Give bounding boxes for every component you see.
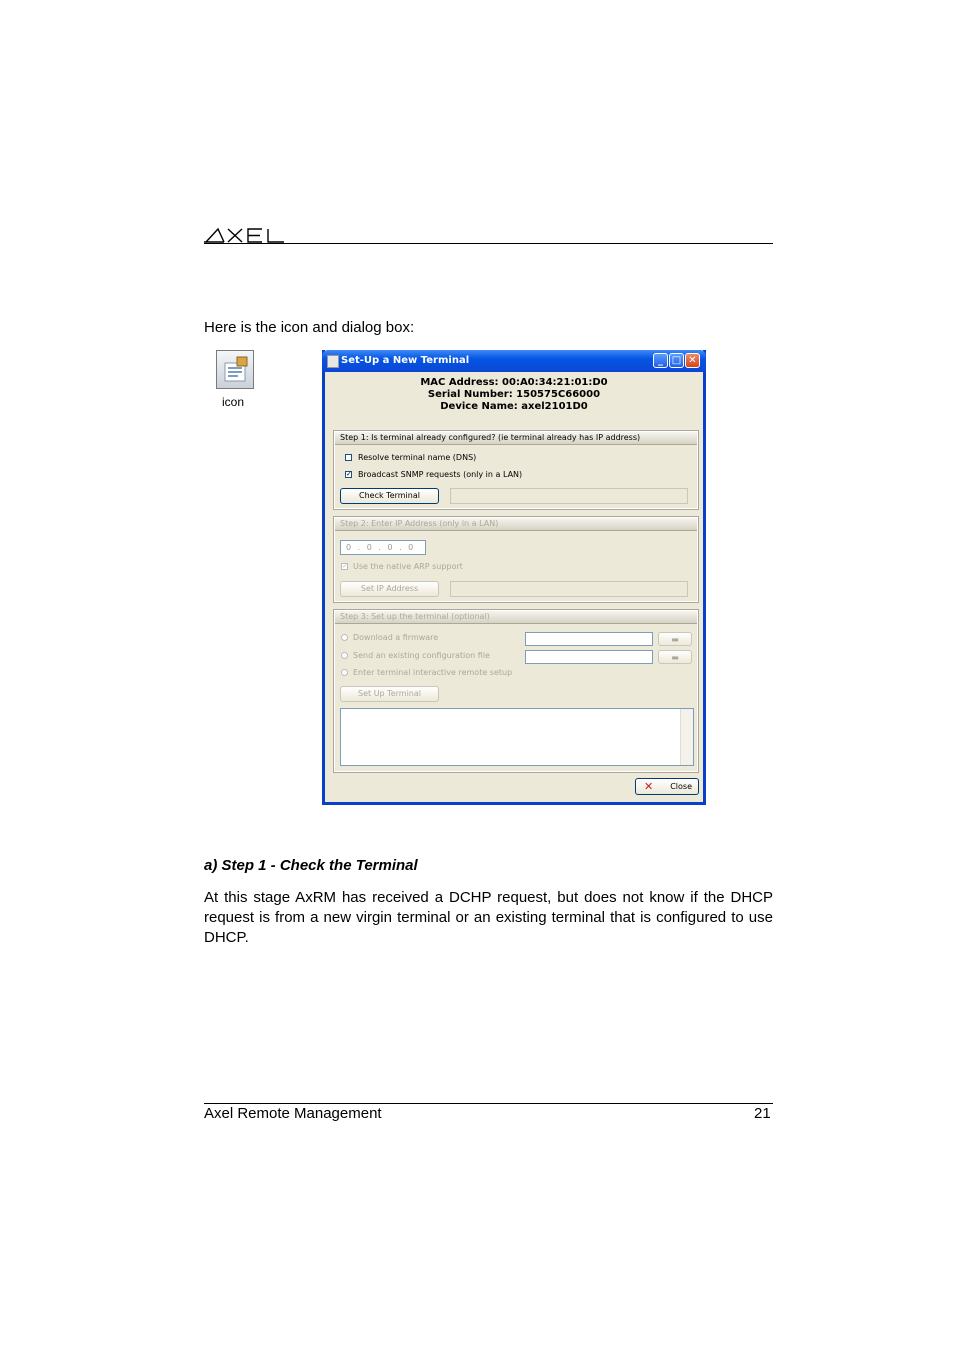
close-label: Close: [670, 782, 692, 791]
page-number: 21: [754, 1105, 771, 1122]
axrm-setup-icon: [216, 350, 254, 389]
setup-dialog: [322, 350, 706, 805]
step2-label: Step 2: Enter IP Address (only in a LAN): [340, 519, 499, 528]
dialog-title: Set-Up a New Terminal: [341, 355, 470, 366]
log-scrollbar[interactable]: [680, 709, 693, 765]
section-heading: a) Step 1 - Check the Terminal: [204, 857, 418, 874]
config-path-input[interactable]: [525, 650, 653, 664]
mac-address: MAC Address: 00:A0:34:21:01:D0: [420, 377, 608, 388]
firmware-browse-button[interactable]: ▬: [658, 632, 692, 646]
snmp-label: Broadcast SNMP requests (only in a LAN): [358, 470, 523, 479]
arp-checkbox[interactable]: ✓: [342, 563, 348, 570]
log-textarea[interactable]: [340, 708, 694, 766]
firmware-path-input[interactable]: [525, 632, 653, 646]
body-paragraph: At this stage AxRM has received a DCHP request, but does not know if the DHCP request is from a new virgin terminal or an existing terminal that is configured to use DHCP.: [204, 889, 773, 946]
snmp-checkbox[interactable]: ✓: [346, 471, 352, 478]
serial-number: Serial Number: 150575C66000: [427, 389, 601, 400]
check-terminal-button[interactable]: Check Terminal: [340, 488, 439, 504]
dns-label: Resolve terminal name (DNS): [358, 453, 477, 462]
close-button[interactable]: [635, 778, 699, 795]
dns-checkbox[interactable]: [345, 454, 352, 461]
interactive-radio[interactable]: [341, 669, 348, 676]
config-browse-button[interactable]: ▬: [658, 650, 692, 664]
step3-label: Step 3: Set up the terminal (optional): [340, 612, 490, 621]
minimize-button[interactable]: _: [653, 353, 668, 368]
maximize-button[interactable]: □: [669, 353, 684, 368]
interactive-label: Enter terminal interactive remote setup: [353, 668, 513, 677]
close-x-icon: ✕: [644, 780, 654, 793]
footer-rule: [204, 1103, 773, 1104]
ip-address-input[interactable]: 0 . 0 . 0 . 0: [340, 540, 426, 555]
intro-text: Here is the icon and dialog box:: [204, 319, 415, 336]
config-radio[interactable]: [341, 652, 348, 659]
arp-label: Use the native ARP support: [353, 562, 463, 571]
axel-logo: [204, 226, 290, 244]
set-ip-button[interactable]: Set IP Address: [340, 581, 439, 597]
firmware-radio[interactable]: [341, 634, 348, 641]
header-rule: [204, 243, 773, 244]
config-label: Send an existing configuration file: [353, 651, 490, 660]
footer-title: Axel Remote Management: [204, 1105, 382, 1122]
device-name: Device Name: axel2101D0: [440, 401, 588, 412]
step2-group: [334, 517, 698, 602]
step1-group: [334, 431, 698, 509]
step1-label: Step 1: Is terminal already configured? (ie terminal already has IP address): [340, 433, 641, 442]
ip-status-field: [450, 581, 688, 597]
firmware-label: Download a firmware: [353, 633, 439, 642]
icon-caption: icon: [222, 395, 245, 409]
window-icon: [327, 355, 339, 368]
setup-terminal-button[interactable]: Set Up Terminal: [340, 686, 439, 702]
dialog-titlebar: [322, 350, 706, 372]
check-status-field: [450, 488, 688, 504]
close-window-button[interactable]: ✕: [685, 353, 700, 368]
